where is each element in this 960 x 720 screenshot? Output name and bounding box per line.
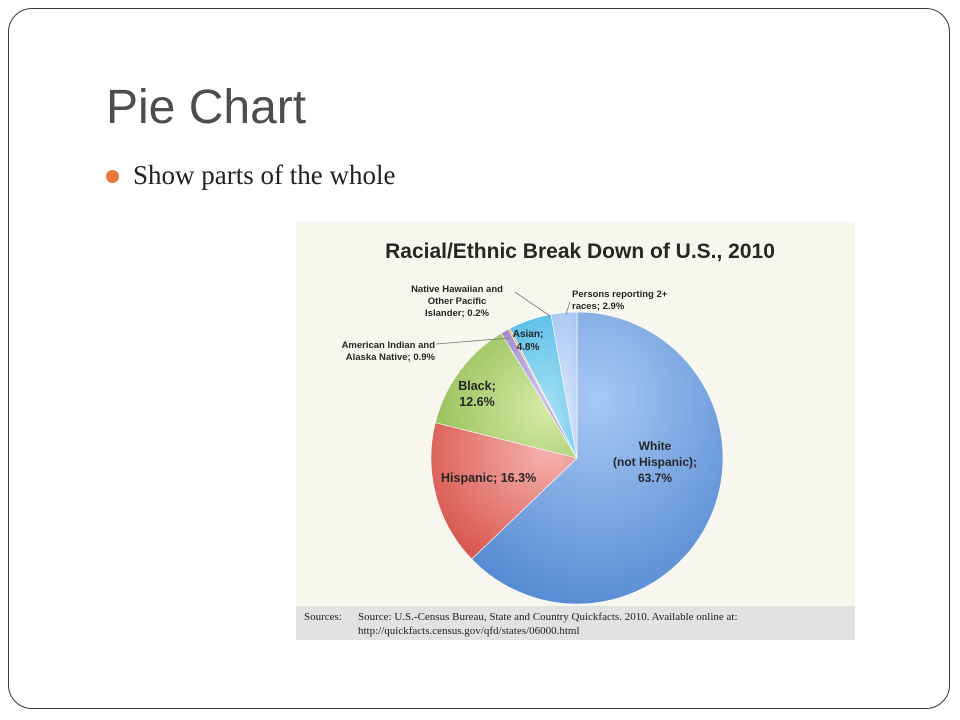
slice-label [342, 340, 436, 363]
slide-title: Pie Chart [106, 81, 307, 134]
slice-label [572, 289, 668, 312]
sources-bar [296, 606, 855, 640]
slice-label-line: Native Hawaiian and [411, 284, 503, 295]
slice-label-line: (not Hispanic); [613, 455, 697, 469]
slice-label-line: Hispanic; 16.3% [441, 471, 537, 485]
slice-label-line: races; 2.9% [572, 301, 625, 312]
slice-label-line: Black; [458, 379, 496, 393]
pie-chart [296, 222, 855, 606]
slice-label-line: Asian; [512, 329, 544, 340]
bullet-text: Show parts of the whole [133, 160, 396, 190]
slice-label-line: Persons reporting 2+ [572, 289, 668, 300]
slice-label-line: 4.8% [516, 342, 540, 353]
sources-url[interactable]: http://quickfacts.census.gov/qfd/states/06000.html [358, 625, 580, 637]
slice-label-line: 12.6% [459, 395, 495, 409]
slice-label-line: White [638, 439, 672, 453]
sources-label: Sources: [304, 611, 342, 623]
slice-label-line: Alaska Native; 0.9% [345, 352, 435, 363]
slice-label-line: Other Pacific [427, 296, 487, 307]
leader-line [515, 292, 550, 316]
slice-label-line: Islander; 0.2% [425, 308, 489, 319]
slice-label-line: 63.7% [637, 471, 673, 485]
slice-label [441, 471, 536, 485]
bullet-item [106, 160, 395, 191]
chart-title: Racial/Ethnic Break Down of U.S., 2010 [385, 240, 775, 263]
chart-figure [296, 222, 855, 640]
sources-text: Source: U.S.-Census Bureau, State and Country Quickfacts. 2010. Available online at: [358, 611, 738, 623]
slice-label-line: American Indian and [341, 340, 435, 351]
slice-label [411, 284, 503, 319]
bullet-dot-icon [106, 170, 119, 183]
